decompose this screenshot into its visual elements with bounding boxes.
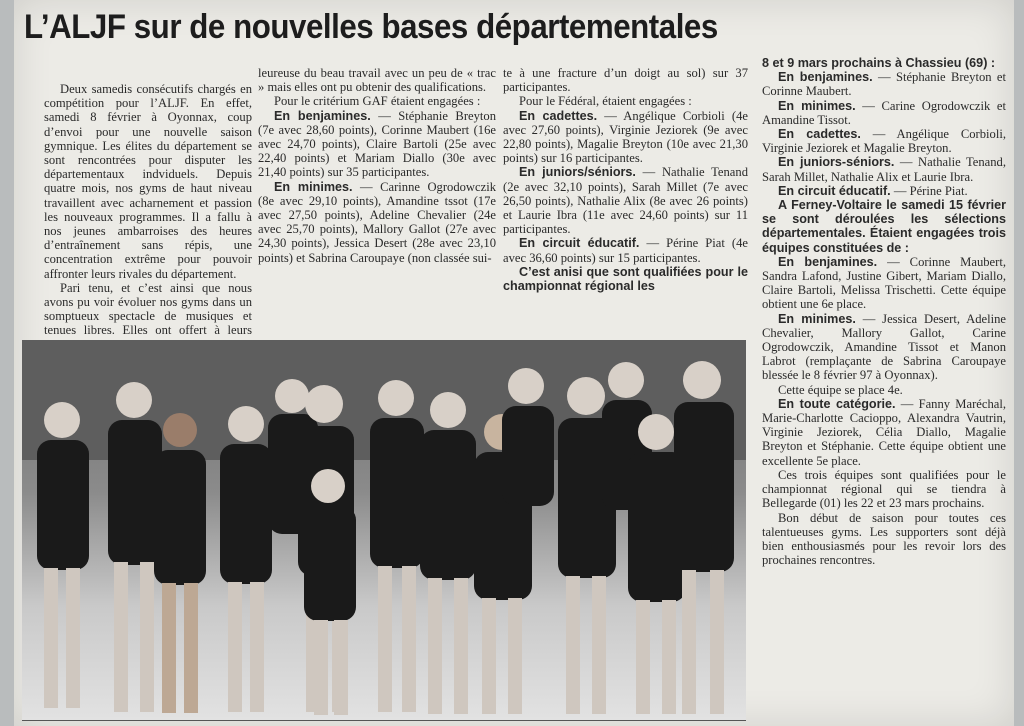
photo-divider bbox=[22, 720, 746, 721]
results-minimes bbox=[258, 180, 496, 265]
results-text: — Carinne Ogrodowczik (8e avec 29,10 points), Amandine tssot (17e avec 27,50 points), Adeline Chevalier (24e avec 25,70 points), Mallory Gallot (27e avec 24,30 points), Jessica Desert (28e avec 23,10 points) et Sabrina Caroupaye (non classée sui- bbox=[258, 179, 497, 265]
results-text: — Périne Piat. bbox=[890, 183, 968, 198]
qualif-cadettes bbox=[762, 127, 1006, 155]
subheading: En benjamines. bbox=[274, 108, 371, 123]
subheading: En juniors/séniors. bbox=[519, 165, 636, 180]
results-text: — Carine Ogrodowczik et Amandine Tissot. bbox=[762, 98, 1006, 127]
subheading: En juniors-séniors. bbox=[778, 155, 895, 170]
subheading: En circuit éducatif. bbox=[519, 236, 640, 251]
results-text: — Angélique Corbioli, Virginie Jeziorek et Magalie Breyton. bbox=[762, 127, 1006, 156]
article-column-1 bbox=[44, 82, 252, 352]
headline: L’ALJF sur de nouvelles bases départementales bbox=[24, 8, 718, 46]
qualif-juniors bbox=[762, 155, 1006, 183]
results-juniors bbox=[503, 165, 748, 236]
paragraph: Bon début de saison pour toutes ces talentueuses gyms. Les supporters sont déjà bien enthousiasmés pour les revoir lors des prochaines rencontres. bbox=[762, 510, 1006, 568]
subheading: En benjamines. bbox=[778, 70, 873, 85]
gymnast bbox=[420, 392, 476, 714]
results-text: — Angélique Corbioli (4e avec 27,60 points), Virginie Jeziorek (9e avec 22,80 points), Magalie Breyton (10e avec 21,30 points) sur 16 participantes. bbox=[503, 108, 748, 166]
subheading: En cadettes. bbox=[778, 127, 861, 142]
paragraph: Cette équipe se place 4e. bbox=[778, 382, 903, 397]
article-column-4 bbox=[762, 56, 1006, 567]
ferney-voltaire-intro: A Ferney-Voltaire le samedi 15 février se sont déroulées les sélections départementales. Étaient engagées trois équipes constituées de : bbox=[762, 198, 1006, 255]
paragraph: Ces trois équipes sont qualifiées pour le championnat régional qui se tiendra à Bellegarde (01) les 22 et 23 mars prochains. bbox=[762, 467, 1006, 511]
gymnasts-group-photo bbox=[22, 340, 746, 720]
paragraph: Pari tenu, et c’est ainsi que nous avons pu voir évoluer nos gyms dans un somptueux spectacle de musiques et tenues libres. Elles ont offert à leurs bbox=[44, 280, 252, 338]
results-text: — Nathalie Tenand, Sarah Millet, Nathalie Alix et Laurie Ibra. bbox=[762, 155, 1006, 184]
team-benjamines bbox=[762, 255, 1006, 312]
subheading: En minimes. bbox=[778, 98, 856, 113]
gymnast bbox=[370, 380, 424, 712]
results-text: — Stéphanie Breyton et Corinne Maubert. bbox=[762, 70, 1006, 99]
subheading: En cadettes. bbox=[519, 108, 598, 123]
qualif-minimes bbox=[762, 99, 1006, 127]
paragraph: Deux samedis consécutifs chargés en compétition pour l’ALJF. En effet, samedi 8 février à Oyonnax, coup d’envoi pour une nouvelle saison gymnique. Les élites du département se sont rencontrées pour disputer les départementaux indviduels. Depuis quatre mois, nos gyms de haut niveau travaillent avec acharnement et passion les nouveaux programmes. Il a fallu à nos jeunes ambarroises des heures d’entraînement sans répis, une concentration extrême pour pouvoir affronter leurs rivales du département. bbox=[44, 82, 252, 281]
gymnast bbox=[674, 361, 734, 714]
paragraph: Pour le Fédéral, étaient engagées : bbox=[519, 94, 692, 109]
results-text: — Nathalie Tenand (2e avec 32,10 points), Sarah Millet (7e avec 26,50 points), Nathalie Alix (8e avec 26 points) et Laurie Ibra (11e avec 24,60 points) sur 11 participantes. bbox=[503, 165, 748, 237]
subheading: En benjamines. bbox=[778, 254, 878, 269]
gymnast bbox=[108, 382, 162, 712]
paragraph: te à une fracture d’un doigt au sol) sur 37 participantes. bbox=[503, 66, 748, 95]
results-text: — Périne Piat (4e avec 36,60 points) sur 15 participantes. bbox=[503, 236, 748, 265]
subheading: En minimes. bbox=[274, 179, 353, 194]
team-photo bbox=[22, 340, 746, 720]
article-column-2 bbox=[258, 66, 496, 265]
subheading: En toute catégorie. bbox=[778, 396, 896, 411]
paragraph: Pour le critérium GAF étaient engagées : bbox=[274, 94, 481, 109]
team-minimes bbox=[762, 312, 1006, 383]
results-text: — Stéphanie Breyton (7e avec 28,60 points), Corinne Maubert (16e avec 24,70 points), Claire Bartoli (25e avec 22,40 points) et Mariam Diallo (30e avec 21,40 points) sur 35 participantes. bbox=[258, 108, 496, 180]
gymnast bbox=[154, 413, 206, 713]
gymnast bbox=[220, 406, 272, 712]
team-toute-categorie bbox=[762, 397, 1006, 468]
dates-line: 8 et 9 mars prochains à Chassieu (69) : bbox=[762, 56, 996, 70]
results-text: — Corinne Maubert, Sandra Lafond, Justine Gibert, Mariam Diallo, Claire Bartoli, Melissa Trischetti. Cette équipe obtient une 6e place. bbox=[762, 254, 1006, 312]
results-circuit bbox=[503, 236, 748, 264]
results-text: — Fanny Maréchal, Marie-Charlotte Cacioppo, Alexandra Vautrin, Virginie Jeziorek, Célia Diallo, Magalie Breyton et Stéphanie. Cette équipe obtient une excellente 5e place. bbox=[762, 396, 1006, 468]
results-benjamines bbox=[258, 109, 496, 180]
qualification-line: C’est anisi que sont qualifiées pour le championnat régional les bbox=[503, 264, 748, 294]
paragraph: leureuse du beau travail avec un peu de « trac » mais elles ont pu obtenir des qualifications. bbox=[258, 66, 496, 95]
subheading: En circuit éducatif. bbox=[778, 183, 891, 198]
results-cadettes bbox=[503, 109, 748, 166]
subheading: En minimes. bbox=[778, 311, 856, 326]
qualif-circuit bbox=[762, 184, 1006, 198]
article-column-3 bbox=[503, 66, 748, 293]
qualif-benjamines bbox=[762, 70, 1006, 98]
gymnast bbox=[37, 402, 89, 708]
results-text: — Jessica Desert, Adeline Chevalier, Mallory Gallot, Carine Ogrodowczik, Amandine Tissot et Manon Labrot (remplaçante de Sabrina Caroupaye blessée le 8 février 97 à Oyonnax). bbox=[762, 311, 1006, 383]
